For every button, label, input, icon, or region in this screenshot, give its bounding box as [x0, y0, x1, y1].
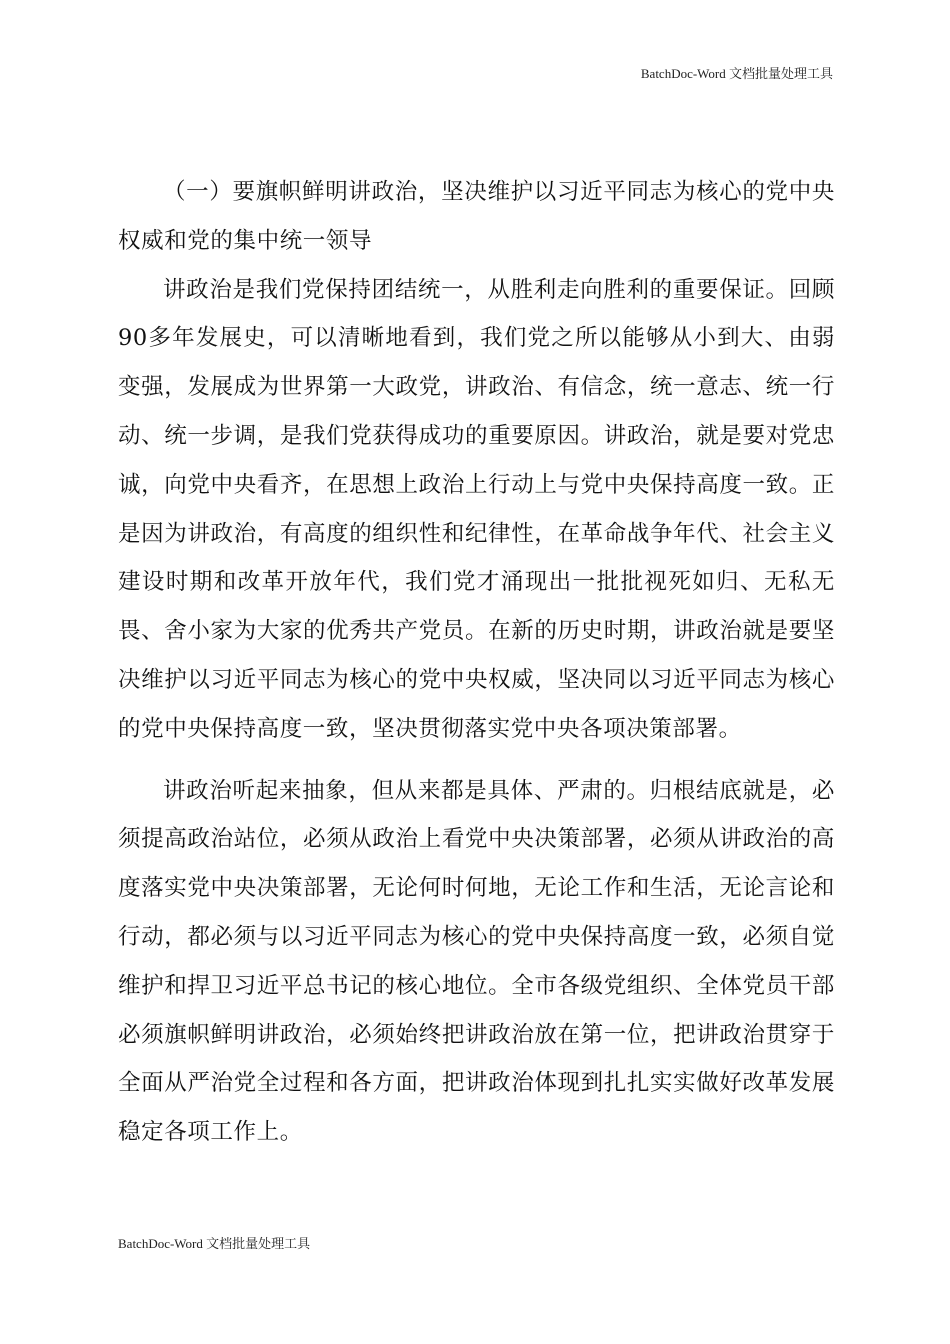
page-footer: BatchDoc-Word 文档批量处理工具	[118, 1236, 311, 1251]
body-paragraph: 讲政治是我们党保持团结统一，从胜利走向胜利的重要保证。回顾90多年发展史，可以清晰地看到，我们党之所以能够从小到大、由弱变强，发展成为世界第一大政党，讲政治、有信念，统一意志、统一行动、统一步调，是我们党获得成功的重要原因。讲政治，就是要对党忠诚，向党中央看齐，在思想上政治上行动上与党中央保持高度一致。正是因为讲政治，有高度的组织性和纪律性，在革命战争年代、社会主义建设时期和改革开放年代，我们党才涌现出一批批视死如归、无私无畏、舍小家为大家的优秀共产党员。在新的历史时期，讲政治就是要坚决维护以习近平同志为核心的党中央权威，坚决同以习近平同志为核心的党中央保持高度一致，坚决贯彻落实党中央各项决策部署。	[118, 276, 835, 742]
page-header: BatchDoc-Word 文档批量处理工具	[640, 66, 833, 81]
body-paragraph: 讲政治听起来抽象，但从来都是具体、严肃的。归根结底就是，必须提高政治站位，必须从政治上看党中央决策部署，必须从讲政治的高度落实党中央决策部署，无论何时何地，无论工作和生活，无论言论和行动，都必须与以习近平同志为核心的党中央保持高度一致，必须自觉维护和捍卫习近平总书记的核心地位。全市各级党组织、全体党员干部必须旗帜鲜明讲政治，必须始终把讲政治放在第一位，把讲政治贯穿于全面从严治党全过程和各方面，把讲政治体现到扎扎实实做好改革发展稳定各项工作上。	[118, 777, 835, 1146]
section-heading: （一）要旗帜鲜明讲政治，坚决维护以习近平同志为核心的党中央权威和党的集中统一领导	[118, 179, 835, 254]
document-body	[118, 168, 835, 1157]
